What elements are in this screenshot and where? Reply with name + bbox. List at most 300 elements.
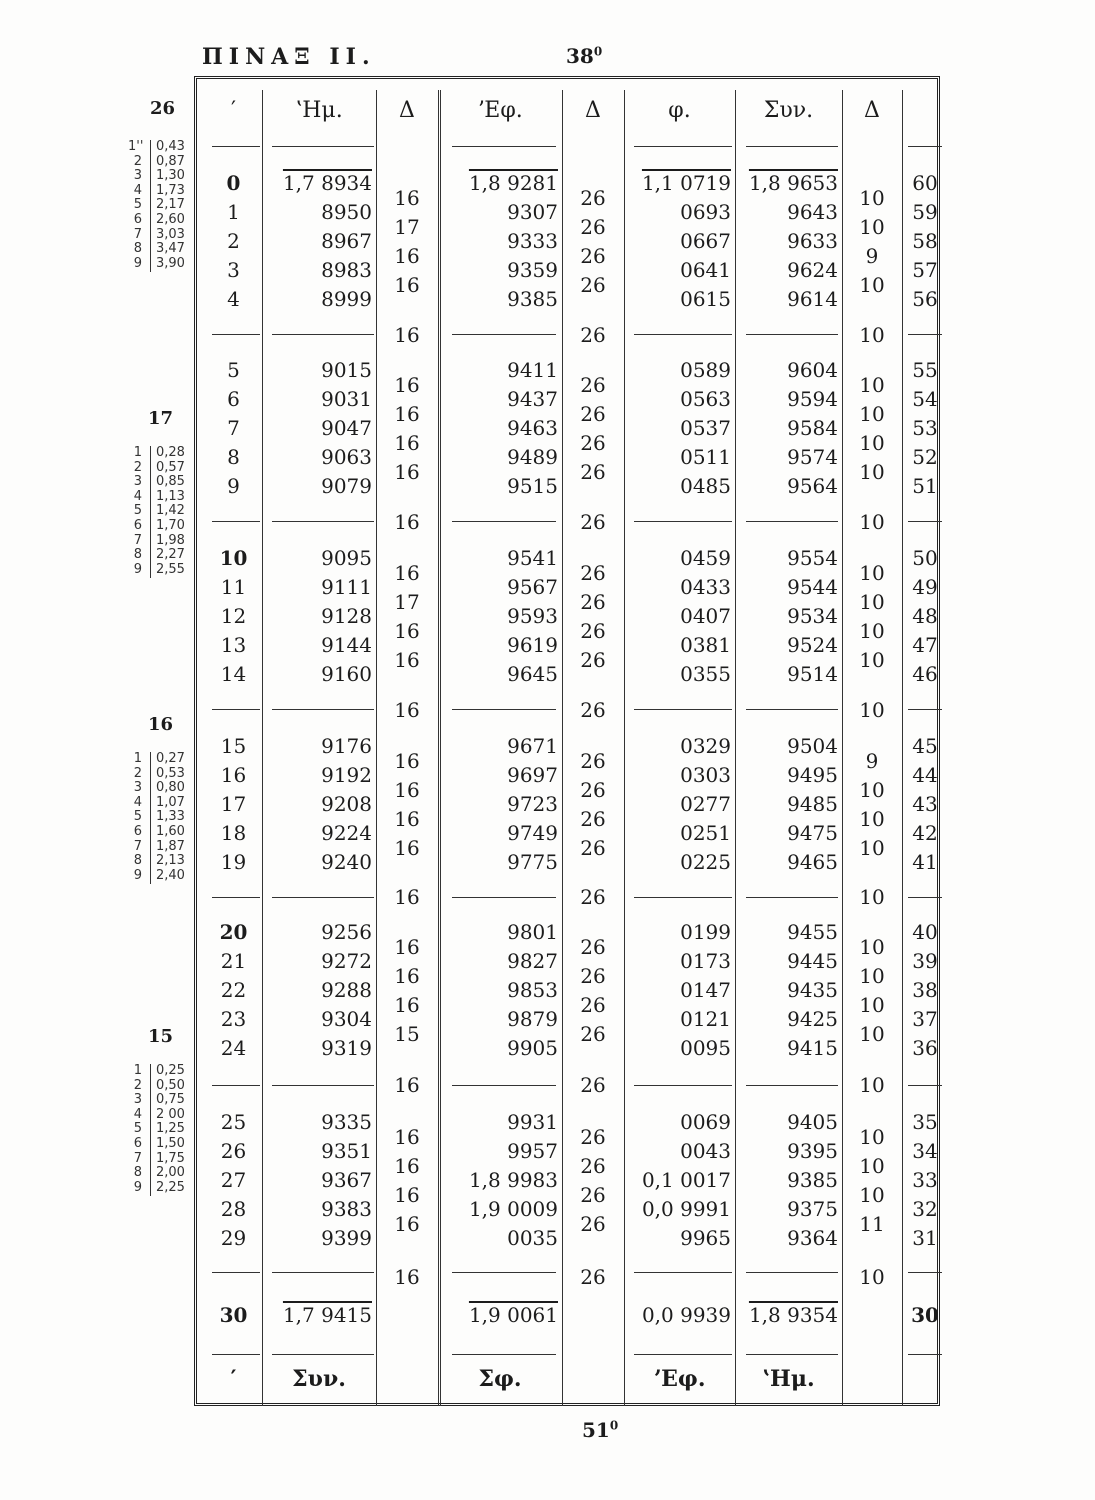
right-minute-cell: 57	[912, 258, 938, 282]
cos-cell: 9544	[787, 575, 838, 599]
sin-cell: 9224	[321, 821, 372, 845]
tan-diff: 26	[580, 1264, 606, 1289]
row-separator	[272, 334, 374, 335]
tan-diff: 26	[580, 1182, 606, 1207]
cos-cell: 9425	[787, 1007, 838, 1031]
minute-cell: 4	[227, 287, 240, 311]
right-minute-cell: 32	[912, 1197, 938, 1221]
pp-value: 1,75	[156, 1150, 185, 1166]
minute-cell: 20	[219, 920, 248, 944]
cos-cell: 1,8 9354	[748, 1303, 838, 1327]
tan-cell: 1,8 9983	[468, 1168, 558, 1192]
cos-cell: 9643	[787, 200, 838, 224]
minute-cell: 12	[220, 604, 247, 628]
tan-diff: 26	[580, 992, 606, 1017]
cos-diff: 10	[859, 1182, 885, 1207]
sin-diff: 16	[394, 1124, 420, 1149]
pp-value: 1,13	[156, 488, 185, 504]
pp-number: 1	[133, 751, 142, 766]
cos-diff: 10	[859, 459, 885, 484]
sin-cell: 9335	[321, 1110, 372, 1134]
pp-value: 0,53	[156, 765, 185, 781]
sin-diff: 16	[394, 835, 420, 860]
sin-cell: 8967	[321, 229, 372, 253]
cos-diff: 10	[859, 560, 885, 585]
minute-cell: 5	[227, 358, 240, 382]
tan-cell: 9671	[507, 734, 558, 758]
cos-cell: 9504	[787, 734, 838, 758]
tan-diff: 26	[580, 1153, 606, 1178]
sin-diff: 16	[394, 272, 420, 297]
cos-diff: 10	[859, 430, 885, 455]
minute-cell: 27	[220, 1168, 247, 1192]
header-sin: ʽΗμ.	[295, 98, 343, 123]
cos-cell: 9445	[787, 949, 838, 973]
pp-number: 3	[133, 1092, 142, 1108]
sin-diff: 16	[394, 243, 420, 268]
cos-diff: 10	[859, 618, 885, 643]
pp-head: 17	[148, 408, 174, 429]
row-separator	[908, 1272, 942, 1273]
right-minute-cell: 45	[912, 734, 938, 758]
tan-cell: 9567	[507, 575, 558, 599]
row-separator	[908, 521, 942, 522]
row-separator	[634, 334, 732, 335]
sin-cell: 9144	[321, 633, 372, 657]
sin-cell: 9208	[321, 792, 372, 816]
sin-cell: 9272	[321, 949, 372, 973]
minute-cell: 26	[220, 1139, 247, 1163]
tan-cell: 9385	[507, 287, 558, 311]
cos-diff: 9	[865, 748, 879, 773]
right-minute-cell: 35	[912, 1110, 938, 1134]
right-minute-cell: 60	[912, 171, 938, 195]
pp-head: 16	[148, 714, 174, 735]
cos-cell: 1,8 9653	[748, 171, 838, 195]
sin-diff: 15	[394, 1021, 420, 1046]
cos-diff: 10	[859, 272, 885, 297]
cos-diff: 10	[859, 214, 885, 239]
pp-value: 1,07	[156, 794, 185, 810]
cos-diff: 9	[865, 243, 879, 268]
row-separator	[634, 521, 732, 522]
cot-cell: 0,0 9991	[641, 1197, 731, 1221]
tan-diff: 26	[580, 618, 606, 643]
sin-cell: 8999	[321, 287, 372, 311]
cos-diff: 11	[859, 1211, 885, 1236]
right-minute-cell: 41	[912, 850, 938, 874]
tan-diff: 26	[580, 806, 606, 831]
cos-cell: 9554	[787, 546, 838, 570]
sin-cell: 8950	[321, 200, 372, 224]
cos-diff: 10	[859, 372, 885, 397]
pp-value: 1,87	[156, 838, 185, 854]
cot-cell: 0199	[680, 920, 731, 944]
cot-cell: 0511	[680, 445, 731, 469]
sin-cell: 9128	[321, 604, 372, 628]
minute-cell: 25	[220, 1110, 247, 1134]
tan-diff: 26	[580, 885, 606, 909]
right-minute-cell: 49	[912, 575, 938, 599]
tan-cell: 9463	[507, 416, 558, 440]
cot-cell: 0485	[680, 474, 731, 498]
tan-cell: 9411	[507, 358, 558, 382]
cos-diff: 10	[859, 835, 885, 860]
cos-cell: 9514	[787, 662, 838, 686]
tan-cell: 0035	[507, 1226, 558, 1250]
right-minute-cell: 30	[911, 1303, 939, 1327]
row-separator	[212, 1085, 260, 1086]
row-separator	[452, 1085, 556, 1086]
cos-diff: 10	[859, 885, 885, 909]
right-minute-cell: 39	[912, 949, 938, 973]
sin-diff: 16	[394, 618, 420, 643]
row-separator	[746, 1085, 838, 1086]
sin-diff: 16	[394, 1073, 420, 1097]
sin-diff: 16	[394, 934, 420, 959]
tan-diff: 26	[580, 401, 606, 426]
row-separator	[452, 146, 556, 147]
sin-cell: 9319	[321, 1036, 372, 1060]
pp-number: 4	[133, 488, 142, 504]
minute-cell: 28	[220, 1197, 247, 1221]
sin-diff: 16	[394, 963, 420, 988]
pp-value: 2,27	[156, 547, 185, 563]
cot-cell: 0329	[680, 734, 731, 758]
row-separator	[272, 1354, 374, 1355]
cos-cell: 9633	[787, 229, 838, 253]
minute-cell: 13	[220, 633, 247, 657]
cos-cell: 9624	[787, 258, 838, 282]
cot-cell: 0,1 0017	[641, 1168, 731, 1192]
row-separator	[452, 521, 556, 522]
cot-cell: 0563	[680, 387, 731, 411]
pp-value: 1,42	[156, 503, 185, 519]
right-minute-cell: 55	[912, 358, 938, 382]
minute-cell: 17	[220, 792, 247, 816]
tan-diff: 26	[580, 835, 606, 860]
header-cos: Συν.	[763, 98, 814, 123]
pp-number: 6	[133, 212, 142, 227]
cos-cell: 9574	[787, 445, 838, 469]
cos-diff: 10	[859, 1021, 885, 1046]
minute-cell: 29	[220, 1226, 247, 1250]
row-separator	[272, 709, 374, 710]
right-minute-cell: 33	[912, 1168, 938, 1192]
cot-cell: 0069	[680, 1110, 731, 1134]
sin-cell: 9383	[321, 1197, 372, 1221]
cot-cell: 0095	[680, 1036, 731, 1060]
cos-diff: 10	[859, 963, 885, 988]
minute-cell: 2	[227, 229, 240, 253]
tan-cell: 9541	[507, 546, 558, 570]
right-minute-cell: 51	[912, 474, 938, 498]
tan-diff: 26	[580, 1211, 606, 1236]
cos-cell: 9455	[787, 920, 838, 944]
tan-cell: 1,9 0061	[468, 1303, 558, 1327]
tan-cell: 9333	[507, 229, 558, 253]
cos-diff: 10	[859, 322, 885, 347]
tan-diff: 26	[580, 777, 606, 802]
right-minute-cell: 44	[912, 763, 938, 787]
cos-diff: 10	[859, 1153, 885, 1178]
sin-diff: 16	[394, 459, 420, 484]
tan-cell: 9931	[507, 1110, 558, 1134]
sin-diff: 16	[394, 430, 420, 455]
footer-cos: ʽΗμ.	[762, 1366, 815, 1392]
pp-number: 6	[133, 824, 142, 839]
sin-cell: 9063	[321, 445, 372, 469]
pp-number: 3	[133, 780, 142, 796]
header-tan: ʼΕφ.	[477, 98, 523, 123]
tan-cell: 1,8 9281	[468, 171, 558, 195]
tan-cell: 9775	[507, 850, 558, 874]
row-separator	[634, 146, 732, 147]
pp-head: 15	[148, 1026, 174, 1047]
pp-value: 2 00	[156, 1106, 185, 1122]
tan-diff: 26	[580, 1073, 606, 1097]
tan-diff: 26	[580, 698, 606, 722]
pp-number: 5	[133, 503, 142, 519]
pp-value: 0,87	[156, 153, 185, 169]
cot-cell: 0407	[680, 604, 731, 628]
pp-number: 5	[133, 809, 142, 825]
tan-diff: 26	[580, 560, 606, 585]
sin-diff: 16	[394, 777, 420, 802]
right-minute-cell: 40	[912, 920, 938, 944]
cos-cell: 9584	[787, 416, 838, 440]
minute-cell: 3	[227, 258, 240, 282]
tan-cell: 9619	[507, 633, 558, 657]
tan-cell: 1,9 0009	[468, 1197, 558, 1221]
sin-cell: 9095	[321, 546, 372, 570]
minute-cell: 15	[220, 734, 247, 758]
cos-cell: 9564	[787, 474, 838, 498]
minute-cell: 16	[220, 763, 247, 787]
tan-diff: 26	[580, 243, 606, 268]
cos-diff: 10	[859, 1124, 885, 1149]
minute-cell: 0	[226, 171, 241, 195]
row-separator	[452, 897, 556, 898]
tan-diff: 26	[580, 214, 606, 239]
tan-diff: 26	[580, 589, 606, 614]
sin-cell: 9240	[321, 850, 372, 874]
pp-number: 6	[133, 518, 142, 533]
pp-number: 1	[133, 1063, 142, 1078]
pp-number: 3	[133, 168, 142, 184]
pp-number: 9	[133, 1179, 142, 1195]
cot-cell: 0147	[680, 978, 731, 1002]
row-separator	[272, 1272, 374, 1273]
right-minute-cell: 58	[912, 229, 938, 253]
pp-head: 26	[150, 98, 176, 119]
cot-cell: 9965	[680, 1226, 731, 1250]
tan-cell: 9697	[507, 763, 558, 787]
cos-diff: 10	[859, 1264, 885, 1289]
row-separator	[452, 334, 556, 335]
minute-cell: 7	[227, 416, 240, 440]
row-separator	[272, 521, 374, 522]
right-minute-cell: 47	[912, 633, 938, 657]
sin-cell: 9047	[321, 416, 372, 440]
minute-cell: 11	[220, 575, 247, 599]
sin-diff: 16	[394, 510, 420, 534]
sin-diff: 16	[394, 185, 420, 210]
right-minute-cell: 48	[912, 604, 938, 628]
header-min: ′	[231, 98, 236, 123]
pp-number: 4	[133, 1106, 142, 1122]
pp-value: 0,80	[156, 780, 185, 796]
minute-cell: 19	[220, 850, 247, 874]
pp-number: 9	[133, 867, 142, 883]
pp-value: 2,40	[156, 867, 185, 883]
sin-cell: 9288	[321, 978, 372, 1002]
cot-cell: 0641	[680, 258, 731, 282]
sin-diff: 16	[394, 560, 420, 585]
right-minute-cell: 56	[912, 287, 938, 311]
cos-cell: 9594	[787, 387, 838, 411]
tan-cell: 9905	[507, 1036, 558, 1060]
pp-value: 2,55	[156, 561, 185, 577]
pp-value: 2,13	[156, 853, 185, 869]
cot-cell: 0,0 9939	[641, 1303, 731, 1327]
row-separator	[634, 709, 732, 710]
footer-sin: Συν.	[292, 1366, 346, 1392]
cos-diff: 10	[859, 589, 885, 614]
cos-cell: 9485	[787, 792, 838, 816]
tan-cell: 9515	[507, 474, 558, 498]
cot-cell: 0355	[680, 662, 731, 686]
pp-divider	[150, 446, 151, 578]
pp-divider	[150, 752, 151, 884]
minute-cell: 10	[219, 546, 248, 570]
pp-number: 4	[133, 182, 142, 198]
row-separator	[452, 709, 556, 710]
sin-diff: 16	[394, 885, 420, 909]
tan-diff: 26	[580, 430, 606, 455]
pp-value: 2,25	[156, 1179, 185, 1195]
pp-number: 1''	[128, 139, 144, 154]
sin-diff: 16	[394, 992, 420, 1017]
row-separator	[212, 521, 260, 522]
row-separator	[746, 897, 838, 898]
cos-diff: 10	[859, 777, 885, 802]
pp-number: 2	[133, 459, 142, 475]
row-separator	[634, 1354, 732, 1355]
row-separator	[746, 1272, 838, 1273]
cot-cell: 0303	[680, 763, 731, 787]
row-separator	[634, 1085, 732, 1086]
cos-diff: 10	[859, 510, 885, 534]
cos-diff: 10	[859, 806, 885, 831]
sin-diff: 16	[394, 748, 420, 773]
minute-cell: 9	[227, 474, 240, 498]
pp-number: 2	[133, 765, 142, 781]
sin-cell: 9399	[321, 1226, 372, 1250]
minute-cell: 14	[220, 662, 247, 686]
pp-number: 7	[133, 1150, 142, 1166]
row-separator	[908, 1085, 942, 1086]
pp-value: 2,00	[156, 1165, 185, 1181]
cos-diff: 10	[859, 647, 885, 672]
degree-bottom: $51^0$	[582, 1418, 619, 1442]
row-separator	[908, 1354, 942, 1355]
cos-cell: 9395	[787, 1139, 838, 1163]
cos-cell: 9465	[787, 850, 838, 874]
tan-diff: 26	[580, 1021, 606, 1046]
sin-cell: 9079	[321, 474, 372, 498]
row-separator	[212, 1272, 260, 1273]
tan-cell: 9593	[507, 604, 558, 628]
tan-cell: 9827	[507, 949, 558, 973]
row-separator	[452, 1272, 556, 1273]
pp-number: 1	[133, 445, 142, 460]
row-separator	[908, 709, 942, 710]
tan-diff: 26	[580, 1124, 606, 1149]
row-separator	[908, 897, 942, 898]
cot-cell: 0433	[680, 575, 731, 599]
footer-min: ′	[230, 1366, 237, 1392]
row-separator	[634, 1272, 732, 1273]
pp-number: 3	[133, 474, 142, 490]
row-separator	[212, 709, 260, 710]
row-separator	[908, 146, 942, 147]
tan-diff: 26	[580, 372, 606, 397]
row-separator	[212, 334, 260, 335]
pp-value: 0,28	[156, 445, 185, 460]
cos-cell: 9415	[787, 1036, 838, 1060]
cot-cell: 0537	[680, 416, 731, 440]
pp-value: 2,17	[156, 197, 185, 213]
cot-cell: 0693	[680, 200, 731, 224]
right-minute-cell: 59	[912, 200, 938, 224]
right-minute-cell: 38	[912, 978, 938, 1002]
right-minute-cell: 46	[912, 662, 938, 686]
cos-cell: 9534	[787, 604, 838, 628]
pp-number: 2	[133, 1077, 142, 1093]
header-cot: φ.	[668, 98, 691, 123]
sin-diff: 16	[394, 698, 420, 722]
right-minute-cell: 52	[912, 445, 938, 469]
minute-cell: 24	[220, 1036, 247, 1060]
pp-number: 6	[133, 1136, 142, 1151]
tan-cell: 9957	[507, 1139, 558, 1163]
cos-diff: 10	[859, 992, 885, 1017]
sin-cell: 9351	[321, 1139, 372, 1163]
cot-cell: 0225	[680, 850, 731, 874]
header-d2: Δ	[585, 98, 601, 123]
pp-value: 2,60	[156, 212, 185, 227]
cos-diff: 10	[859, 185, 885, 210]
pp-number: 7	[133, 532, 142, 548]
cos-cell: 9604	[787, 358, 838, 382]
cot-cell: 0459	[680, 546, 731, 570]
row-separator	[212, 897, 260, 898]
footer-cot: ʼΕφ.	[653, 1366, 706, 1392]
pp-number: 5	[133, 1121, 142, 1137]
header-d3: Δ	[864, 98, 880, 123]
cos-diff: 10	[859, 934, 885, 959]
pp-value: 0,27	[156, 751, 185, 766]
cot-cell: 0043	[680, 1139, 731, 1163]
minute-cell: 18	[220, 821, 247, 845]
sin-diff: 16	[394, 806, 420, 831]
tan-diff: 26	[580, 510, 606, 534]
sin-cell: 9192	[321, 763, 372, 787]
minute-cell: 23	[220, 1007, 247, 1031]
pp-divider	[150, 1064, 151, 1196]
sin-diff: 16	[394, 372, 420, 397]
